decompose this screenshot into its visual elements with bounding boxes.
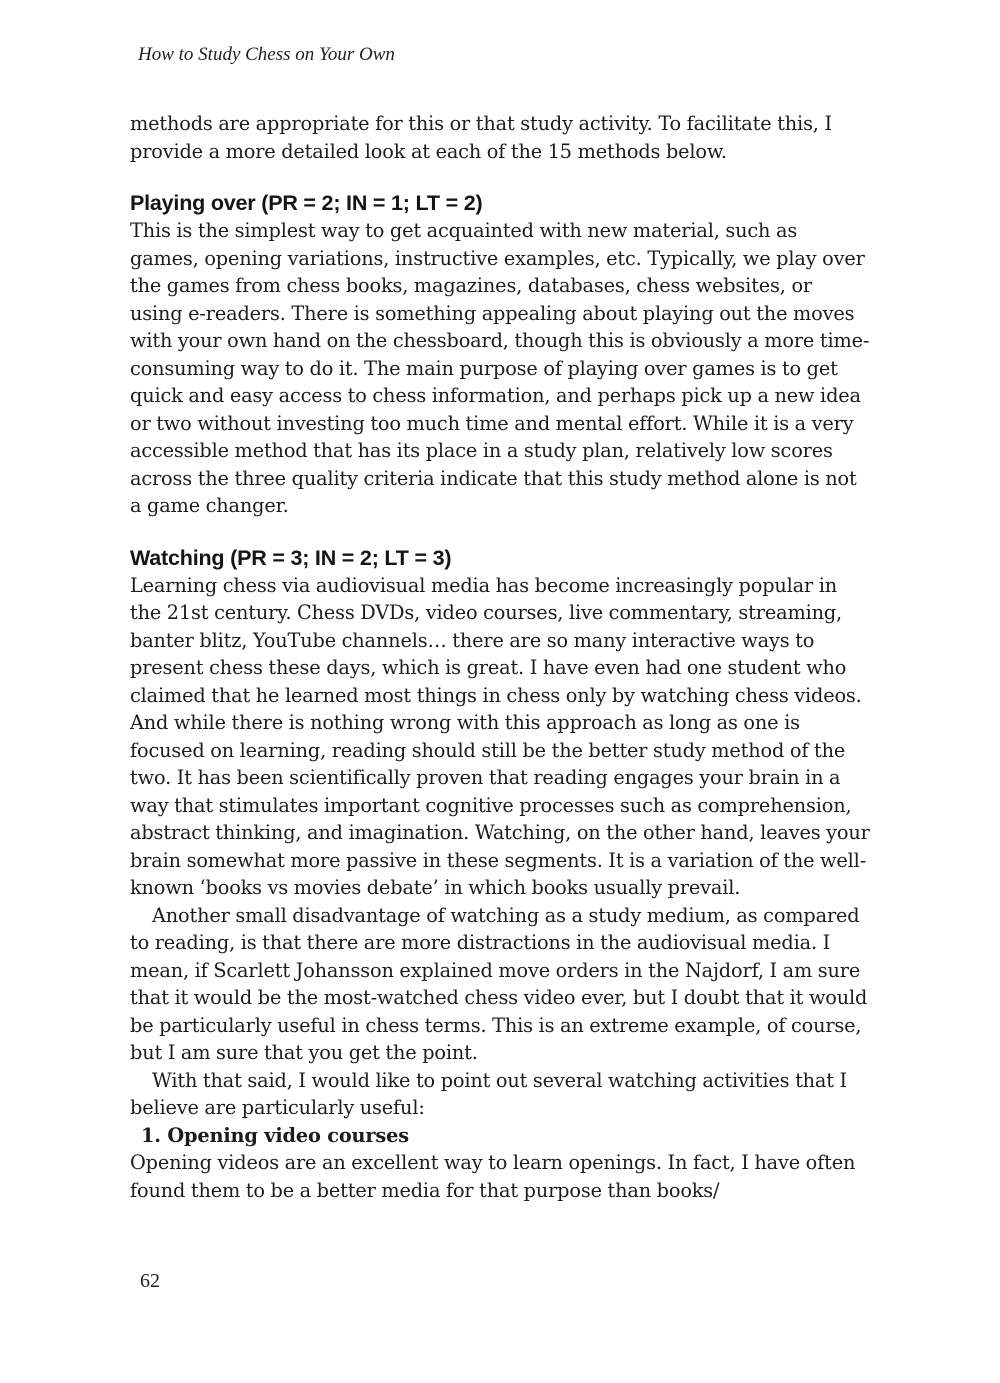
paragraph-watching-3: With that said, I would like to point out several watching activities that I believe are particularly useful: — [130, 1068, 848, 1119]
page-number: 62 — [140, 1270, 160, 1292]
list-item-opening-video-courses: 1. Opening video courses — [141, 1123, 409, 1147]
paragraph-watching-2: Another small disadvantage of watching as a study medium, as compared to reading, is that there are more distractions in the audiovisual media. I mean, if Scarlett Johansson explained move orders in the Najdorf, I am sure that it would be the most-watched chess video ever, but I doubt that it would be particularly useful in chess terms. This is an extreme example, of course, but I am sure that you get the point. — [130, 903, 868, 1064]
running-head: How to Study Chess on Your Own — [138, 44, 395, 65]
body-text — [130, 110, 870, 1204]
paragraph-playing-over: This is the simplest way to get acquainted with new material, such as games, opening variations, instructive examples, etc. Typically, we play over the games from chess books, magazines, databases, chess websites, or using e-readers. There is something appealing about playing out the moves with your own hand on the chessboard, though this is obviously a more time-consuming way to do it. The main purpose of playing over games is to get quick and easy access to chess information, and perhaps pick up a new idea or two without investing too much time and mental effort. While it is a very accessible method that has its place in a study plan, relatively low scores across the three quality criteria indicate that this study method alone is not a game changer. — [130, 219, 870, 517]
section-heading-watching: Watching (PR = 3; IN = 2; LT = 3) — [130, 545, 452, 570]
intro-paragraph: methods are appropriate for this or that study activity. To facilitate this, I provide a more detailed look at each of the 15 methods below. — [130, 112, 832, 163]
paragraph-watching-1: Learning chess via audiovisual media has become increasingly popular in the 21st century. Chess DVDs, video courses, live commentary, streaming, banter blitz, YouTube channels… there are so many interactive ways to present chess these days, which is great. I have even had one student who claimed that he learned most things in chess only by watching chess videos. And while there is nothing wrong with this approach as long as one is focused on learning, reading should still be the better study method of the two. It has been scientifically proven that reading engages your brain in a way that stimulates important cognitive processes such as comprehension, abstract thinking, and imagination. Watching, on the other hand, leaves your brain somewhat more passive in these segments. It is a variation of the well-known ‘books vs movies debate’ in which books usually prevail. — [130, 573, 870, 899]
section-heading-playing-over: Playing over (PR = 2; IN = 1; LT = 2) — [130, 191, 483, 215]
paragraph-opening-videos: Opening videos are an excellent way to learn openings. In fact, I have often found them to be a better media for that purpose than books/ — [130, 1151, 856, 1202]
